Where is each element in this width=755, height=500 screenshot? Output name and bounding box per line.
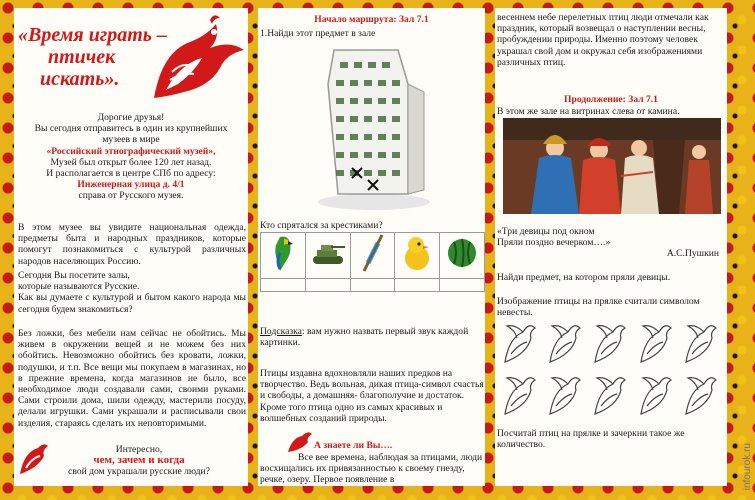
- symbol-text: Изображение птицы на прялке считали символом невесты.: [497, 296, 700, 319]
- hint-text: : вам нужно назвать первый звук каждой картинки.: [260, 326, 469, 349]
- answer-cell[interactable]: [440, 279, 485, 292]
- title-line3: искать».: [40, 68, 120, 90]
- bird-outline-icon[interactable]: [635, 316, 679, 366]
- task1-text: 1.Найди этот предмет в зале: [260, 28, 376, 39]
- answer-cell[interactable]: [395, 279, 440, 292]
- grid-cell: [261, 233, 306, 279]
- birds-count-grid: [499, 316, 725, 420]
- firebird-small-icon: [16, 438, 52, 478]
- route-heading: Начало маршрута: Зал 7.1: [314, 14, 429, 25]
- picture-grid: [260, 232, 485, 292]
- intro-block: [18, 112, 244, 202]
- spinning-girls-picture: [503, 118, 721, 214]
- title-line1: «Время играть –: [18, 24, 167, 46]
- museum-address: Инженерная улица д. 4/1: [77, 179, 185, 191]
- halls-line2: которые называются Русские.: [18, 281, 140, 293]
- grid-cell: [440, 233, 485, 279]
- tank-icon: [309, 238, 347, 268]
- bird-outline-icon[interactable]: [499, 316, 543, 366]
- halls-question: Как вы думаете с культурой и бытом какого народа мы сегодня будем знакомиться?: [18, 292, 246, 315]
- firebird-icon: [148, 12, 248, 108]
- title-line2: птичек: [48, 46, 116, 68]
- quote-author: А.С.Пушкин: [666, 248, 719, 260]
- did-you-know-title: А знаете ли Вы….: [314, 440, 393, 451]
- chick-icon: [400, 234, 434, 272]
- bird-outline-icon[interactable]: [499, 368, 543, 418]
- halls-line1: Сегодня Вы посетите залы,: [18, 270, 130, 281]
- closing-block: [44, 444, 234, 478]
- question-text: Кто спрятался за крестиками?: [260, 220, 383, 231]
- spindle-icon: [358, 233, 388, 273]
- grid-cell: [350, 233, 395, 279]
- hint-label: Подсказка: [260, 326, 302, 337]
- continue-heading: Продолжение: Зал 7.1: [564, 94, 658, 105]
- grid-cell: [305, 233, 350, 279]
- watermelon-icon: [445, 236, 479, 270]
- quote-line1: «Три девицы под окном: [497, 226, 595, 237]
- bird-outline-icon[interactable]: [635, 368, 679, 418]
- panel-left: [14, 8, 248, 486]
- paragraph-birds: Птицы издавна вдохновляли наших предков на творчество. Ведь вольная, дикая птица-символ счастья и свободы, а домашняя- благополучие и достаток. Кроме того птица одно из самых красивых и волшебных созданий природы.: [260, 368, 484, 424]
- hall-text: В этом же зале на витринах слева от камина.: [497, 106, 680, 117]
- intro-line2: Вы сегодня отправитесь в один из крупнейших: [34, 123, 228, 135]
- museum-name: «Российский этнографический музей»,: [46, 145, 216, 157]
- paragraph-things: Без ложки, без мебели нам сейчас не обойтись. Мы живем в окружении вещей и не можем без них обойтись. Невозможно обойтись без кровати, ложки, подушки, и т.п. Все вещи мы покупаем в магазинах, но в прежние времена, когда магазинов не было, все необходимое люди создавали сами, своими руками. Сами строили дома, шили одежду, мастерили посуду, делали игрушки. Сами украшали и расписывали свои изделия, стараясь сделать их неповторимыми.: [18, 328, 246, 429]
- paragraph-halls: [18, 270, 246, 315]
- bird-outline-icon[interactable]: [544, 316, 588, 366]
- did-you-know-text: Все вее времена, наблюдая за птицами, люди восхищались их привязанностью к своему гнезду, речке, озеру. Первое появление в: [260, 452, 483, 486]
- answer-cell[interactable]: [305, 279, 350, 292]
- intro-line4: Музей был открыт более 120 лет назад.: [50, 156, 212, 168]
- closing-line3: свой дом украшали русские люди?: [68, 466, 210, 478]
- title-block: [18, 24, 168, 90]
- bird-outline-icon[interactable]: [680, 316, 724, 366]
- bird-outline-icon[interactable]: [589, 316, 633, 366]
- quote-line2: Пряли поздно вечерком….»: [497, 237, 611, 249]
- bird-outline-icon[interactable]: [589, 368, 633, 418]
- find-text: Найди предмет, на котором пряли девицы.: [497, 272, 671, 283]
- bird-outline-icon[interactable]: [544, 368, 588, 418]
- closing-line1: Интересно,: [115, 444, 163, 455]
- intro-line5: И располагается в центре СПб по адресу:: [46, 168, 216, 180]
- answer-cell[interactable]: [350, 279, 395, 292]
- intro-greeting: Дорогие друзья!: [97, 112, 165, 123]
- count-text: Посчитай птиц на прялке и зачеркни такое же количество.: [497, 428, 685, 451]
- cabinet-picture: [312, 44, 432, 212]
- grid-cell: [395, 233, 440, 279]
- continued-text: весеннем небе перелетных птиц люди отмечали как праздник, который возвещал о наступлении весны, пробуждении природы. Именно поэтому человек украшал свой дом и окружал себя изображениями различных птиц.: [497, 12, 709, 68]
- firebird-tiny-icon: [286, 430, 314, 454]
- bird-outline-icon[interactable]: [680, 368, 724, 418]
- intro-line6: справа от Русского музея.: [78, 190, 184, 202]
- watermark: infourok.ru: [742, 442, 753, 490]
- answer-cell[interactable]: [261, 279, 306, 292]
- panel-middle: [258, 8, 485, 486]
- closing-line2: чем, зачем и когда: [93, 454, 185, 467]
- quote-block: [497, 226, 725, 260]
- intro-line3: музеев в мире: [102, 134, 160, 146]
- parrot-icon: [266, 233, 300, 273]
- hint-block: [260, 326, 484, 348]
- panel-right: [495, 8, 727, 486]
- paragraph-clothing: В этом музее вы увидите национальная одежда, предметы быта и народных праздников, которые помогут познакомиться с культурой различных народов населяющих Россию.: [18, 222, 246, 267]
